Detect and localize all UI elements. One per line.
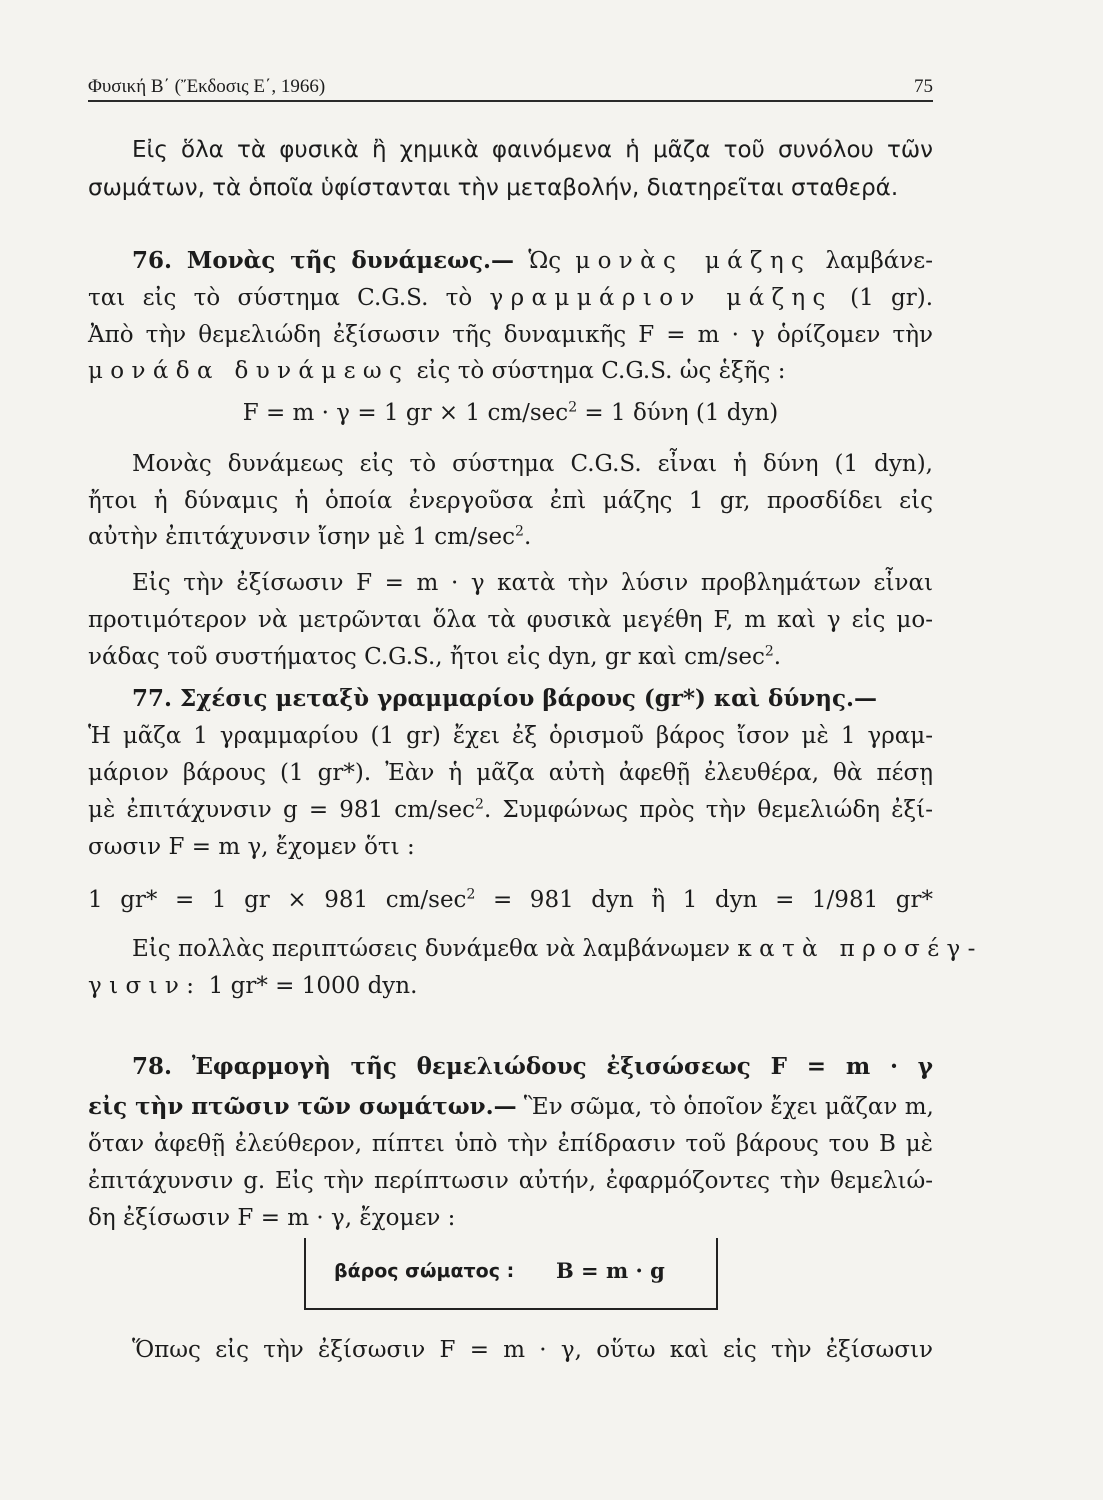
exponent: 2 (568, 399, 578, 416)
section-77-heading: 77. Σχέσις μεταξὺ γραμμαρίου βάρους (gr*) καὶ δύνης.— (132, 685, 877, 712)
formula-text: = 981 dyn ἢ 1 dyn = 1/981 gr* (475, 887, 934, 913)
section-78-line-4: ἐπιτάχυνσιν g. Εἰς τὴν περίπτωσιν αὐτήν, ἐφαρμόζοντες τὴν θεμελιώ- (88, 1168, 933, 1194)
spaced-term: γραμμάριον μάζης (489, 285, 833, 311)
text-span: εἰς τὸ σύστημα C.G.S. ὡς ἑξῆς : (416, 358, 786, 384)
text-span: . (523, 524, 532, 550)
section-78-last-line: Ὅπως εἰς τὴν ἐξίσωσιν F = m · γ, οὕτω καὶ εἰς τὴν ἐξίσωσιν (132, 1337, 933, 1363)
spaced-term: μονάδα δυνάμεως (88, 358, 410, 384)
header-title: Φυσική Β΄ (Ἔκδοσις Ε΄, 1966) (88, 76, 326, 97)
text-span: αὐτὴν ἐπιτάχυνσιν ἴσην μὲ 1 cm/sec (88, 524, 516, 550)
section-78-heading-line-1 (88, 1052, 933, 1082)
text-span: λαμβάνε- (825, 248, 933, 274)
spaced-term: γισιν: (88, 973, 202, 999)
page-number: 75 (914, 76, 933, 97)
heading-formula: F = m · γ (770, 1053, 933, 1080)
text-span: 1 gr* = 1000 dyn. (201, 973, 418, 999)
text-span: Ἓν σῶμα, τὸ ὁποῖον ἔχει μᾶζαν m, (516, 1094, 934, 1120)
exponent: 2 (466, 886, 476, 903)
section-76-p2-line-3 (88, 522, 933, 552)
spaced-term: μονὰς μάζης (575, 248, 812, 274)
exponent: 2 (764, 643, 774, 660)
section-76-p2-line-2: ἤτοι ἡ δύναμις ἡ ὁποία ἐνεργοῦσα ἐπὶ μάζης 1 gr, προσδίδει εἰς (88, 488, 933, 514)
formula-text: F = m · γ = 1 gr × 1 cm/sec (242, 400, 569, 426)
formula-text: = 1 δύνη (1 dyn) (577, 400, 779, 426)
section-78-line-5: δη ἐξίσωσιν F = m · γ, ἔχομεν : (88, 1205, 456, 1231)
box-formula: Β = m · g (556, 1258, 665, 1283)
section-78-line-2 (88, 1092, 933, 1122)
section-77-line-4: σωσιν F = m γ, ἔχομεν ὅτι : (88, 834, 415, 860)
formula-box (304, 1238, 718, 1310)
section-76-p3-line-1: Εἰς τὴν ἐξίσωσιν F = m · γ κατὰ τὴν λύσιν προβλημάτων εἶναι (132, 570, 933, 596)
section-77-line-1: Ἡ μᾶζα 1 γραμμαρίου (1 gr) ἔχει ἐξ ὁρισμοῦ βάρος ἴσον μὲ 1 γραμ- (88, 723, 933, 749)
formula-dyne-definition (88, 398, 933, 428)
section-77-line-5 (88, 934, 983, 964)
formula-text: 1 gr* = 1 gr × 981 cm/sec (88, 887, 467, 913)
section-76-p3-line-3 (88, 642, 933, 672)
book-page (88, 60, 983, 1470)
intro-line-1: Εἰς ὅλα τὰ φυσικὰ ἢ χημικὰ φαινόμενα ἡ μᾶζα τοῦ συνόλου τῶν (132, 137, 933, 163)
exponent: 2 (475, 796, 484, 813)
text-span: (1 gr). (850, 285, 934, 311)
text-span: . Συμφώνως πρὸς τὴν θεμελιώδη ἐξί- (483, 797, 933, 823)
text-span: νάδας τοῦ συστήματος C.G.S., ἤτοι εἰς dyn, gr καὶ cm/sec (88, 644, 765, 670)
text-span: Εἰς πολλὰς περιπτώσεις δυνάμεθα νὰ λαμβάνωμεν (132, 936, 731, 962)
section-76-line-2 (88, 283, 933, 313)
box-label: βάρος σώματος : (334, 1260, 515, 1282)
intro-line-2: σωμάτων, τὰ ὁποῖα ὑφίστανται τὴν μεταβολήν, διατηρεῖται σταθερά. (88, 175, 899, 201)
running-header (88, 70, 933, 102)
section-76-line-3: Ἀπὸ τὴν θεμελιώδη ἐξίσωσιν τῆς δυναμικῆς F = m · γ ὁρίζομεν τὴν (88, 322, 933, 348)
section-76-p2-line-1: Μονὰς δυνάμεως εἰς τὸ σύστημα C.G.S. εἶναι ἡ δύνη (1 dyn), (132, 451, 933, 477)
text-span: μὲ ἐπιτάχυνσιν g = 981 cm/sec (88, 797, 476, 823)
formula-gram-weight (88, 885, 933, 915)
section-76-line-1 (88, 246, 933, 276)
section-78-heading-continued: εἰς τὴν πτῶσιν τῶν σωμάτων.— (88, 1093, 517, 1120)
section-76-heading: 76. Μονὰς τῆς δυνάμεως.— (132, 247, 515, 274)
section-76-p3-line-2: προτιμότερον νὰ μετρῶνται ὅλα τὰ φυσικὰ μεγέθη F, m καὶ γ εἰς μο- (88, 607, 933, 633)
section-77-line-3 (88, 795, 933, 825)
exponent: 2 (515, 523, 524, 540)
text-span: ται εἰς τὸ σύστημα C.G.S. τὸ (88, 285, 473, 311)
spaced-term: κατὰ προσέγ- (737, 936, 983, 962)
section-78-heading: 78. Ἐφαρμογὴ τῆς θεμελιώδους ἐξισώσεως (132, 1053, 751, 1080)
section-76-line-4 (88, 356, 933, 386)
text-span: . (773, 644, 782, 670)
text-span: Ὡς (528, 248, 562, 274)
section-78-line-3: ὅταν ἀφεθῇ ἐλεύθερον, πίπτει ὑπὸ τὴν ἐπίδρασιν τοῦ βάρους του Β μὲ (88, 1131, 933, 1157)
section-77-line-2: μάριον βάρους (1 gr*). Ἐὰν ἡ μᾶζα αὐτὴ ἀφεθῇ ἐλευθέρα, θὰ πέσῃ (88, 760, 933, 786)
section-77-line-6 (88, 971, 933, 1001)
